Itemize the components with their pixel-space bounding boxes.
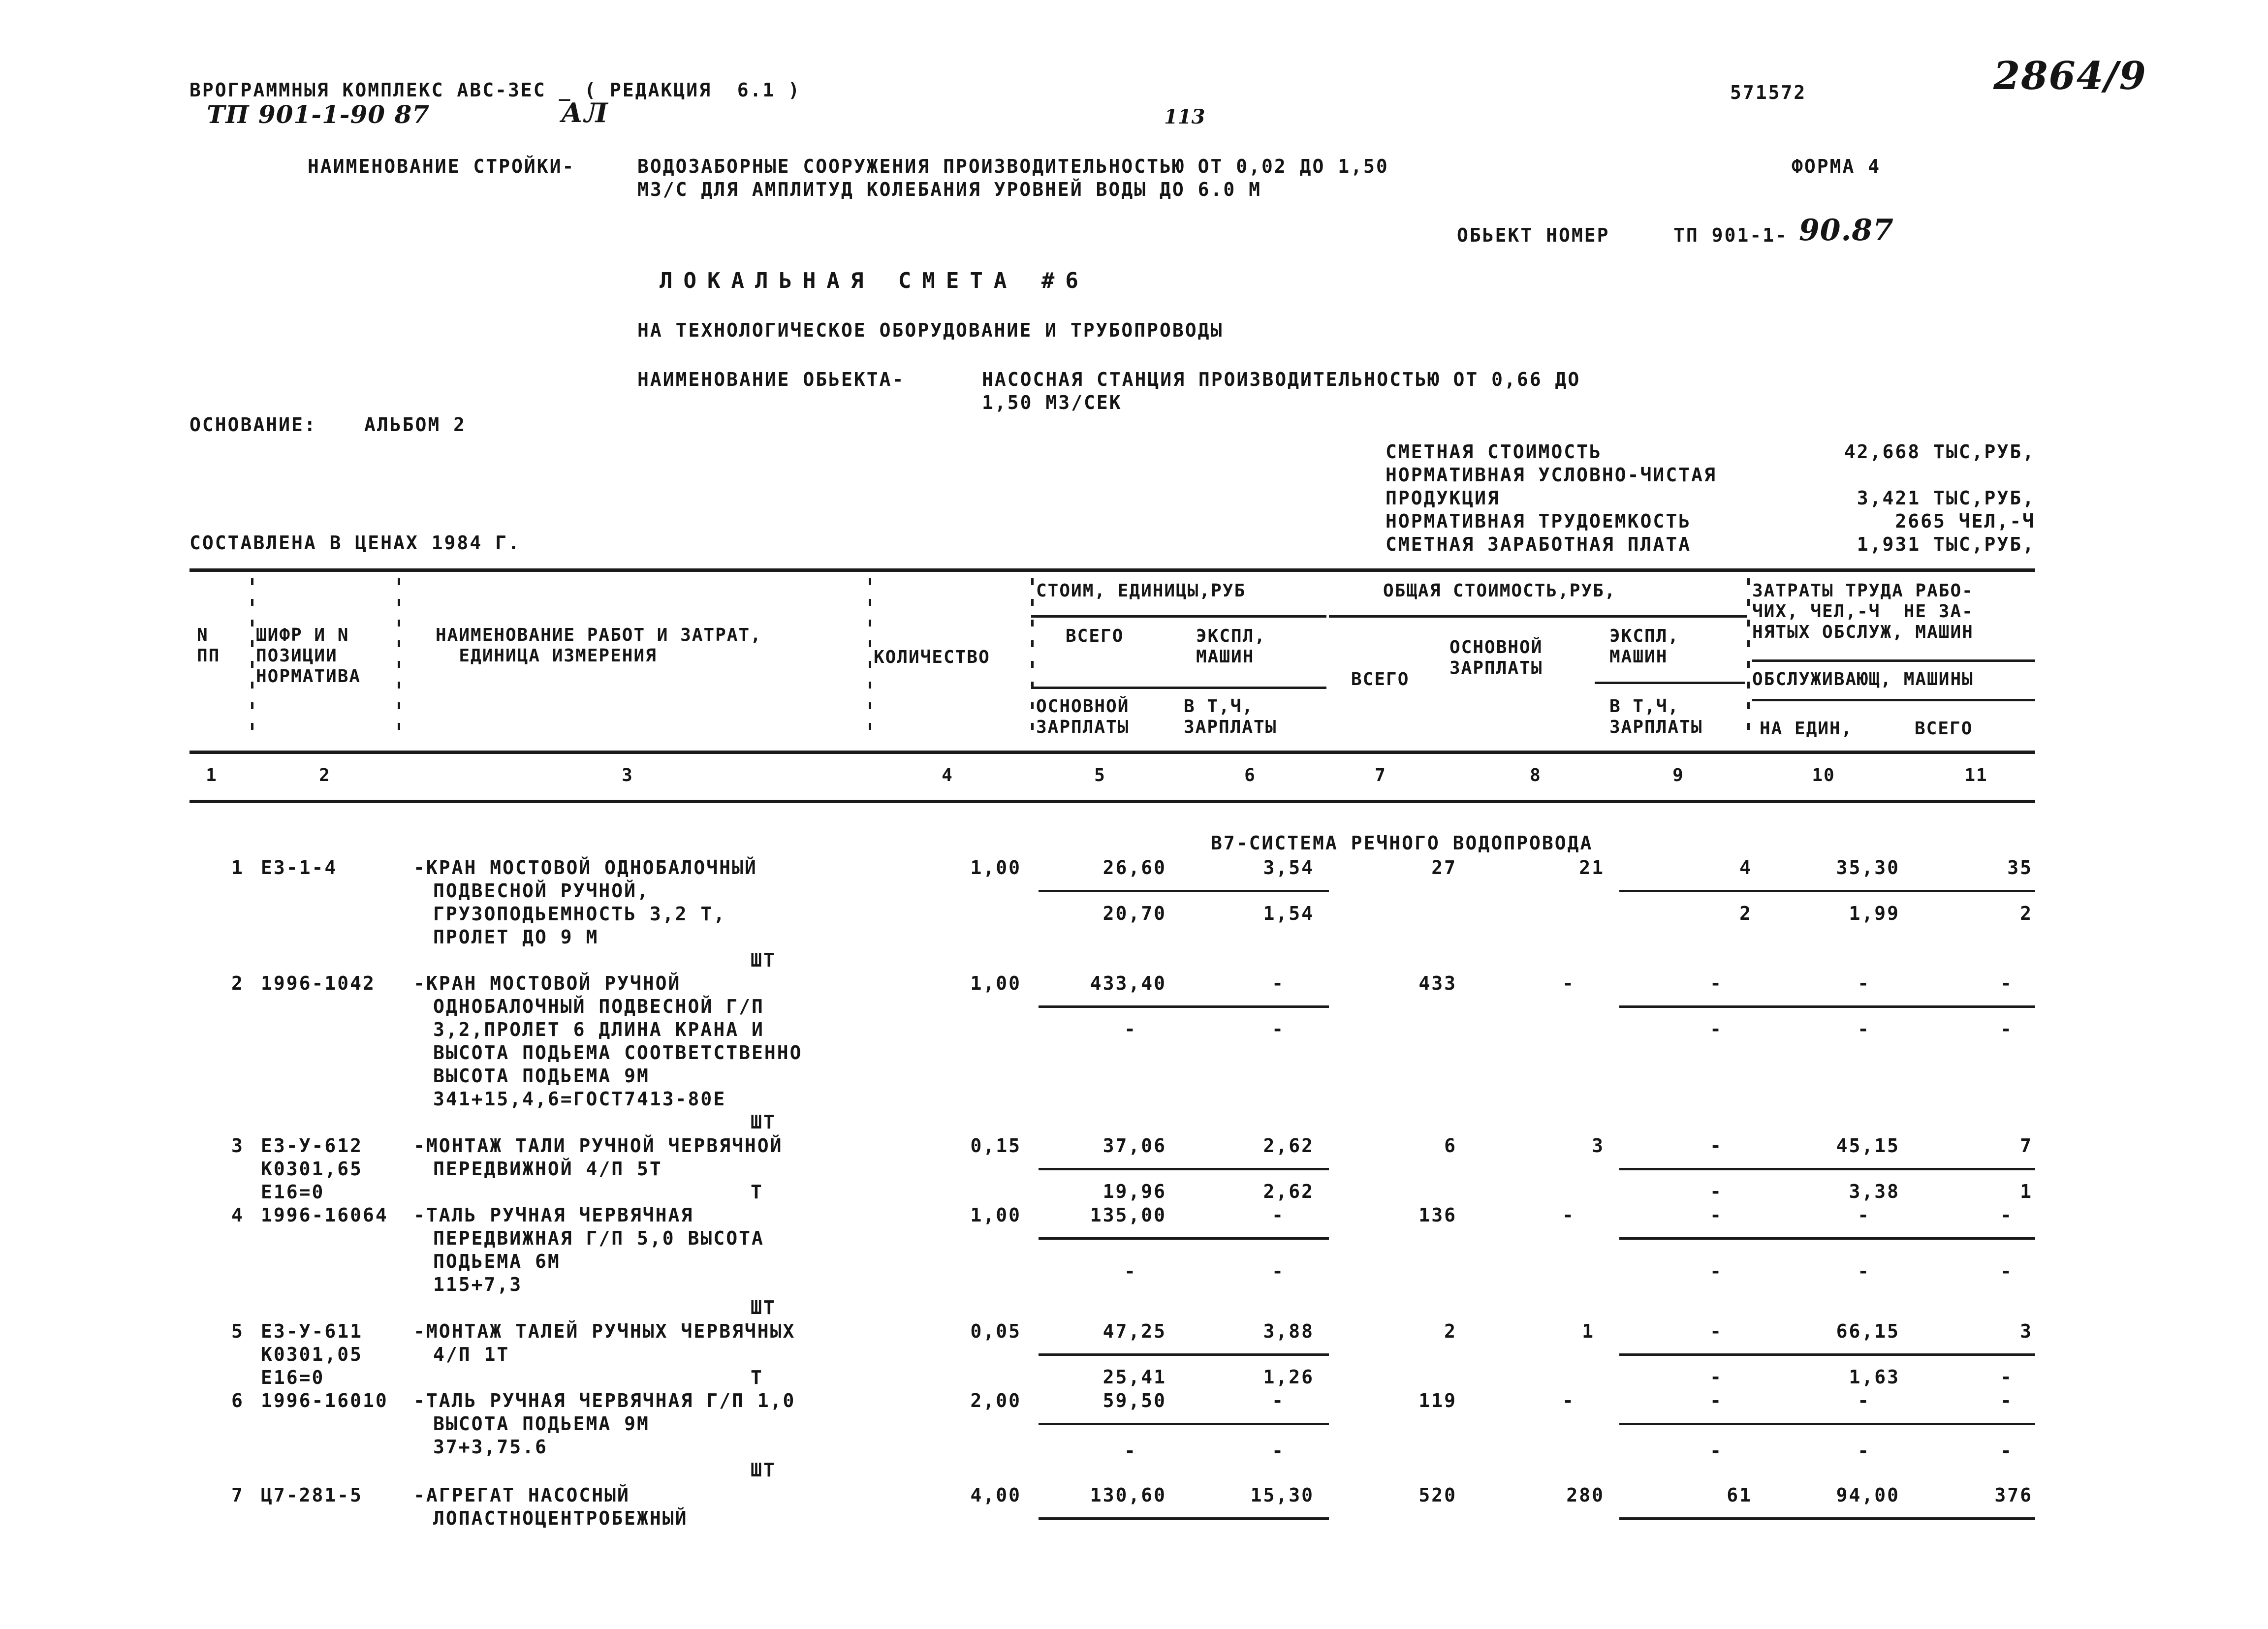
row-qty: 1,00	[970, 1204, 1021, 1226]
header-bottom-rule	[189, 751, 2035, 754]
handwritten-project-code: ТП 901-1-90 87	[207, 100, 430, 129]
construction-line-2: М3/С ДЛЯ АМПЛИТУД КОЛЕБАНИЯ УРОВНЕЙ ВОДЫ ДО 6.0 М	[637, 179, 1262, 200]
program-title: ВРОГРАММНЫЯ КОМПЛЕКС АВС-3ЕС _ ( РЕДАКЦИЯ 6.1 )	[189, 79, 801, 101]
row-name: ПРОЛЕТ ДО 9 М	[433, 926, 599, 948]
row-name: ВЫСОТА ПОДЬЕМА СООТВЕТСТВЕННО	[433, 1042, 803, 1064]
row-unit-total: 135,00	[1090, 1204, 1166, 1226]
col-header-code: ШИФР И N ПОЗИЦИИ НОРМАТИВА	[256, 625, 361, 687]
row-number: 3	[231, 1135, 244, 1157]
section-title: В7-СИСТЕМА РЕЧНОГО ВОДОПРОВОДА	[1211, 832, 1593, 854]
row-labor-total: 2	[2020, 903, 2033, 924]
row-unit-incl: -	[1272, 1018, 1285, 1040]
header-rule	[1752, 699, 2035, 701]
row-total-incl: -	[1710, 1018, 1723, 1040]
header-top-rule	[189, 568, 2035, 572]
row-labor-unit: -	[1858, 1018, 1870, 1040]
row-total: 27	[1431, 857, 1457, 878]
row-number: 4	[231, 1204, 244, 1226]
summary-label: СМЕТНАЯ СТОИМОСТЬ	[1386, 441, 1602, 463]
row-name: -МОНТАЖ ТАЛИ РУЧНОЙ ЧЕРВЯЧНОЙ	[413, 1135, 783, 1157]
col-header-total-cost: ОБЩАЯ СТОИМОСТЬ,РУБ,	[1383, 581, 1616, 601]
row-code: 1996-16064	[261, 1204, 388, 1226]
row-unit: Т	[751, 1181, 763, 1203]
row-code: Е16=0	[261, 1367, 325, 1388]
row-unit-total: 59,50	[1102, 1390, 1166, 1411]
row-total-mach: 61	[1727, 1484, 1752, 1506]
col-number: 6	[1244, 765, 1256, 785]
row-name: ПОДВЕСНОЙ РУЧНОЙ,	[433, 880, 650, 902]
row-total-incl: -	[1710, 1366, 1723, 1388]
row-name: -КРАН МОСТОВОЙ ОДНОБАЛОЧНЫЙ	[413, 857, 757, 878]
row-name: -МОНТАЖ ТАЛЕЙ РУЧНЫХ ЧЕРВЯЧНЫХ	[413, 1320, 796, 1342]
form-number: ФОРМА 4	[1792, 156, 1881, 177]
row-unit-total: 26,60	[1102, 857, 1166, 878]
row-code: Е3-У-612	[261, 1135, 363, 1157]
row-labor-unit: 66,15	[1836, 1320, 1900, 1342]
row-total-mach: -	[1710, 1390, 1723, 1411]
row-unit: ШТ	[751, 1459, 776, 1481]
row-labor-unit: 1,63	[1849, 1366, 1900, 1388]
object-number: ТП 901-1-	[1673, 224, 1788, 246]
row-name: ВЫСОТА ПОДЬЕМА 9М	[433, 1413, 650, 1435]
row-total-wage: 21	[1579, 857, 1605, 878]
prices-note: СОСТАВЛЕНА В ЦЕНАХ 1984 Г.	[189, 532, 521, 554]
row-qty: 0,15	[970, 1135, 1021, 1157]
handwritten-sheet-number: 2864/9	[1993, 54, 2147, 98]
row-labor-total: -	[2000, 1018, 2013, 1040]
row-name: 3,2,ПРОЛЕТ 6 ДЛИНА КРАНА И	[433, 1019, 764, 1040]
col-header-total-mach: ЭКСПЛ, МАШИН	[1609, 626, 1680, 667]
row-unit-mach: -	[1272, 1204, 1285, 1226]
row-total: 136	[1418, 1204, 1457, 1226]
row-name: -ТАЛЬ РУЧНАЯ ЧЕРВЯЧНАЯ	[413, 1204, 694, 1226]
row-qty: 1,00	[970, 972, 1021, 994]
row-name: ОДНОБАЛОЧНЫЙ ПОДВЕСНОЙ Г/П	[433, 996, 764, 1017]
row-number: 6	[231, 1390, 244, 1411]
row-labor-total: -	[2000, 1440, 2013, 1462]
document-code: 571572	[1730, 82, 1807, 103]
row-rule	[1619, 890, 2035, 892]
row-code: Е16=0	[261, 1181, 325, 1203]
row-labor-total: 3	[2020, 1320, 2033, 1342]
row-name: ПЕРЕДВИЖНАЯ Г/П 5,0 ВЫСОТА	[433, 1227, 764, 1249]
col-header-total-all: ВСЕГО	[1351, 669, 1410, 689]
header-rule	[1595, 682, 1745, 684]
row-labor-total: -	[2000, 1260, 2013, 1282]
summary-label: СМЕТНАЯ ЗАРАБОТНАЯ ПЛАТА	[1386, 533, 1692, 555]
row-name: ПЕРЕДВИЖНОЙ 4/П 5Т	[433, 1158, 662, 1180]
row-code: 1996-1042	[261, 972, 376, 994]
row-total-incl: -	[1710, 1181, 1723, 1202]
col-number: 4	[942, 765, 953, 785]
col-number: 10	[1812, 765, 1835, 785]
row-labor-total: -	[2000, 972, 2013, 994]
row-name: ВЫСОТА ПОДЬЕМА 9М	[433, 1065, 650, 1087]
row-rule	[1039, 1005, 1329, 1008]
row-unit-mach: 3,88	[1263, 1320, 1314, 1342]
row-code: К0301,65	[261, 1158, 363, 1180]
row-total: 2	[1444, 1320, 1457, 1342]
row-rule	[1039, 1517, 1329, 1520]
summary-label: НОРМАТИВНАЯ УСЛОВНО-ЧИСТАЯ	[1386, 464, 1717, 486]
col-sep	[869, 578, 871, 741]
col-header-unit-total: ВСЕГО	[1066, 626, 1124, 646]
col-number: 2	[319, 765, 331, 785]
col-header-labor-total: ВСЕГО	[1915, 719, 1973, 739]
header-rule	[1031, 615, 1326, 618]
row-unit-total: 37,06	[1102, 1135, 1166, 1157]
row-total-wage: -	[1562, 972, 1575, 994]
col-header-unit-mach: ЭКСПЛ, МАШИН	[1196, 626, 1266, 667]
row-rule	[1039, 1237, 1329, 1240]
row-unit-mach: -	[1272, 972, 1285, 994]
row-total-incl: -	[1710, 1260, 1723, 1282]
col-header-unit-incl: В Т,Ч, ЗАРПЛАТЫ	[1184, 696, 1277, 737]
row-name: ПОДЬЕМА 6М	[433, 1251, 561, 1272]
numbers-bottom-rule	[189, 800, 2035, 803]
col-number: 5	[1094, 765, 1106, 785]
summary-value: 3,421 ТЫС,РУБ,	[1857, 487, 2035, 509]
row-rule	[1039, 1423, 1329, 1425]
row-unit-total: 47,25	[1102, 1320, 1166, 1342]
basis-label: ОСНОВАНИЕ:	[189, 414, 317, 436]
object-name-label: НАИМЕНОВАНИЕ ОБЬЕКТА-	[637, 369, 905, 390]
object-name-line-2: 1,50 М3/СЕК	[982, 392, 1122, 413]
row-labor-total: 35	[2007, 857, 2033, 878]
row-unit-mach: 2,62	[1263, 1135, 1314, 1157]
row-total-wage: -	[1562, 1204, 1575, 1226]
row-qty: 2,00	[970, 1390, 1021, 1411]
row-total: 119	[1418, 1390, 1457, 1411]
row-number: 2	[231, 972, 244, 994]
row-qty: 4,00	[970, 1484, 1021, 1506]
row-unit-incl: 2,62	[1263, 1181, 1314, 1202]
row-name: 341+15,4,6=ГОСТ7413-80Е	[433, 1088, 726, 1110]
col-number: 9	[1672, 765, 1684, 785]
col-header-qty: КОЛИЧЕСТВО	[874, 647, 990, 667]
row-rule	[1039, 1168, 1329, 1170]
object-number-handwritten: 90.87	[1799, 213, 1894, 248]
row-rule	[1039, 1353, 1329, 1356]
row-unit-wage: -	[1124, 1018, 1137, 1040]
col-number: 3	[622, 765, 633, 785]
summary-value: 2665 ЧЕЛ,-Ч	[1895, 510, 2035, 532]
row-total: 6	[1444, 1135, 1457, 1157]
row-rule	[1619, 1517, 2035, 1520]
row-unit-incl: 1,54	[1263, 903, 1314, 924]
header-rule	[1329, 615, 1747, 618]
row-rule	[1619, 1005, 2035, 1008]
header-rule	[1031, 687, 1326, 689]
row-unit-wage: 25,41	[1102, 1366, 1166, 1388]
row-unit-incl: -	[1272, 1260, 1285, 1282]
row-total-incl: -	[1710, 1440, 1723, 1462]
row-name: -КРАН МОСТОВОЙ РУЧНОЙ	[413, 972, 681, 994]
estimate-title: ЛОКАЛЬНАЯ СМЕТА #6	[660, 268, 1089, 293]
row-rule	[1039, 890, 1329, 892]
col-header-name: НАИМЕНОВАНИЕ РАБОТ И ЗАТРАТ, ЕДИНИЦА ИЗМЕРЕНИЯ	[436, 625, 762, 666]
summary-value: 1,931 ТЫС,РУБ,	[1857, 533, 2035, 555]
row-name: 115+7,3	[433, 1274, 523, 1295]
row-name: 37+3,75.6	[433, 1436, 548, 1458]
row-unit-incl: 1,26	[1263, 1366, 1314, 1388]
col-header-total-wage: ОСНОВНОЙ ЗАРПЛАТЫ	[1449, 637, 1543, 678]
row-unit: ШТ	[751, 949, 776, 971]
row-total-mach: -	[1710, 1204, 1723, 1226]
row-labor-unit: -	[1858, 1390, 1870, 1411]
col-header-labor: ЗАТРАТЫ ТРУДА РАБО- ЧИХ, ЧЕЛ,-Ч НЕ ЗА- НЯТЫХ ОБСЛУЖ, МАШИН	[1752, 581, 1974, 642]
row-unit-wage: -	[1124, 1260, 1137, 1282]
row-rule	[1619, 1237, 2035, 1240]
row-labor-unit: 94,00	[1836, 1484, 1900, 1506]
row-name: ЛОПАСТНОЦЕНТРОБЕЖНЫЙ	[433, 1507, 688, 1529]
row-name: -ТАЛЬ РУЧНАЯ ЧЕРВЯЧНАЯ Г/П 1,0	[413, 1390, 796, 1411]
col-number: 7	[1375, 765, 1386, 785]
col-sep	[1031, 578, 1034, 741]
estimate-subtitle: НА ТЕХНОЛОГИЧЕСКОЕ ОБОРУДОВАНИЕ И ТРУБОПРОВОДЫ	[637, 319, 1224, 341]
row-total-wage: 280	[1566, 1484, 1605, 1506]
row-labor-total: -	[2000, 1390, 2013, 1411]
row-unit-wage: 20,70	[1102, 903, 1166, 924]
row-unit-wage: 19,96	[1102, 1181, 1166, 1202]
row-unit-incl: -	[1272, 1440, 1285, 1462]
row-labor-unit: -	[1858, 1440, 1870, 1462]
col-sep	[1747, 578, 1750, 741]
row-total: 520	[1418, 1484, 1457, 1506]
row-rule	[1619, 1353, 2035, 1356]
row-number: 7	[231, 1484, 244, 1506]
row-name: 4/П 1Т	[433, 1344, 510, 1365]
col-sep	[398, 578, 400, 741]
row-unit-mach: 15,30	[1250, 1484, 1314, 1506]
summary-label: ПРОДУКЦИЯ	[1386, 487, 1500, 509]
row-labor-total: 7	[2020, 1135, 2033, 1157]
row-labor-total: -	[2000, 1204, 2013, 1226]
row-total-mach: -	[1710, 972, 1723, 994]
row-name: ГРУЗОПОДЬЕМНОСТЬ 3,2 Т,	[433, 903, 726, 925]
handwritten-album: АЛ	[561, 97, 609, 128]
row-rule	[1619, 1423, 2035, 1425]
col-number: 1	[206, 765, 218, 785]
row-name: -АГРЕГАТ НАСОСНЫЙ	[413, 1484, 630, 1506]
summary-value: 42,668 ТЫС,РУБ,	[1844, 441, 2035, 463]
col-header-labor-unit: НА ЕДИН,	[1760, 719, 1853, 739]
row-code: 1996-16010	[261, 1390, 388, 1411]
row-rule	[1619, 1168, 2035, 1170]
row-unit: Т	[751, 1367, 763, 1388]
row-total-mach: 4	[1739, 857, 1752, 878]
row-total-mach: -	[1710, 1135, 1723, 1157]
col-header-total-incl: В Т,Ч, ЗАРПЛАТЫ	[1609, 696, 1703, 737]
construction-line-1: ВОДОЗАБОРНЫЕ СООРУЖЕНИЯ ПРОИЗВОДИТЕЛЬНОСТЬЮ ОТ 0,02 ДО 1,50	[637, 156, 1389, 177]
header-rule	[1752, 659, 2035, 662]
summary-label: НОРМАТИВНАЯ ТРУДОЕМКОСТЬ	[1386, 510, 1692, 532]
row-unit-wage: -	[1124, 1440, 1137, 1462]
row-total-mach: -	[1710, 1320, 1723, 1342]
row-unit: ШТ	[751, 1297, 776, 1318]
row-unit-total: 433,40	[1090, 972, 1166, 994]
row-labor-total: -	[2000, 1366, 2013, 1388]
row-code: К0301,05	[261, 1344, 363, 1365]
row-unit: ШТ	[751, 1111, 776, 1133]
row-labor-unit: -	[1858, 972, 1870, 994]
col-sep	[251, 578, 253, 741]
row-labor-unit: 3,38	[1849, 1181, 1900, 1202]
row-labor-unit: -	[1858, 1260, 1870, 1282]
row-labor-total: 376	[1994, 1484, 2033, 1506]
row-qty: 1,00	[970, 857, 1021, 878]
construction-label: НАИМЕНОВАНИЕ СТРОЙКИ-	[308, 156, 575, 177]
col-header-unit-wage: ОСНОВНОЙ ЗАРПЛАТЫ	[1036, 696, 1130, 737]
row-labor-unit: 1,99	[1849, 903, 1900, 924]
row-unit-mach: 3,54	[1263, 857, 1314, 878]
row-total-wage: 1	[1582, 1320, 1595, 1342]
handwritten-page-number: 113	[1164, 105, 1205, 128]
col-header-labor-service: ОБСЛУЖИВАЮЩ, МАШИНЫ	[1752, 669, 1974, 689]
row-total-wage: -	[1562, 1390, 1575, 1411]
row-total-incl: 2	[1739, 903, 1752, 924]
row-qty: 0,05	[970, 1320, 1021, 1342]
row-labor-unit: 45,15	[1836, 1135, 1900, 1157]
row-number: 5	[231, 1320, 244, 1342]
col-header-n: N ПП	[197, 625, 220, 666]
row-code: Е3-1-4	[261, 857, 338, 878]
row-unit-total: 130,60	[1090, 1484, 1166, 1506]
row-code: Е3-У-611	[261, 1320, 363, 1342]
col-number: 11	[1964, 765, 1988, 785]
row-total-wage: 3	[1592, 1135, 1605, 1157]
row-labor-unit: 35,30	[1836, 857, 1900, 878]
row-code: Ц7-281-5	[261, 1484, 363, 1506]
object-number-label: ОБЬЕКТ НОМЕР	[1457, 224, 1610, 246]
basis-value: АЛЬБОМ 2	[364, 414, 467, 436]
col-header-unit-cost: СТОИМ, ЕДИНИЦЫ,РУБ	[1036, 581, 1246, 601]
row-unit-mach: -	[1272, 1390, 1285, 1411]
row-total: 433	[1418, 972, 1457, 994]
row-number: 1	[231, 857, 244, 878]
row-labor-total: 1	[2020, 1181, 2033, 1202]
col-number: 8	[1530, 765, 1542, 785]
object-name-line-1: НАСОСНАЯ СТАНЦИЯ ПРОИЗВОДИТЕЛЬНОСТЬЮ ОТ 0,66 ДО	[982, 369, 1581, 390]
row-labor-unit: -	[1858, 1204, 1870, 1226]
